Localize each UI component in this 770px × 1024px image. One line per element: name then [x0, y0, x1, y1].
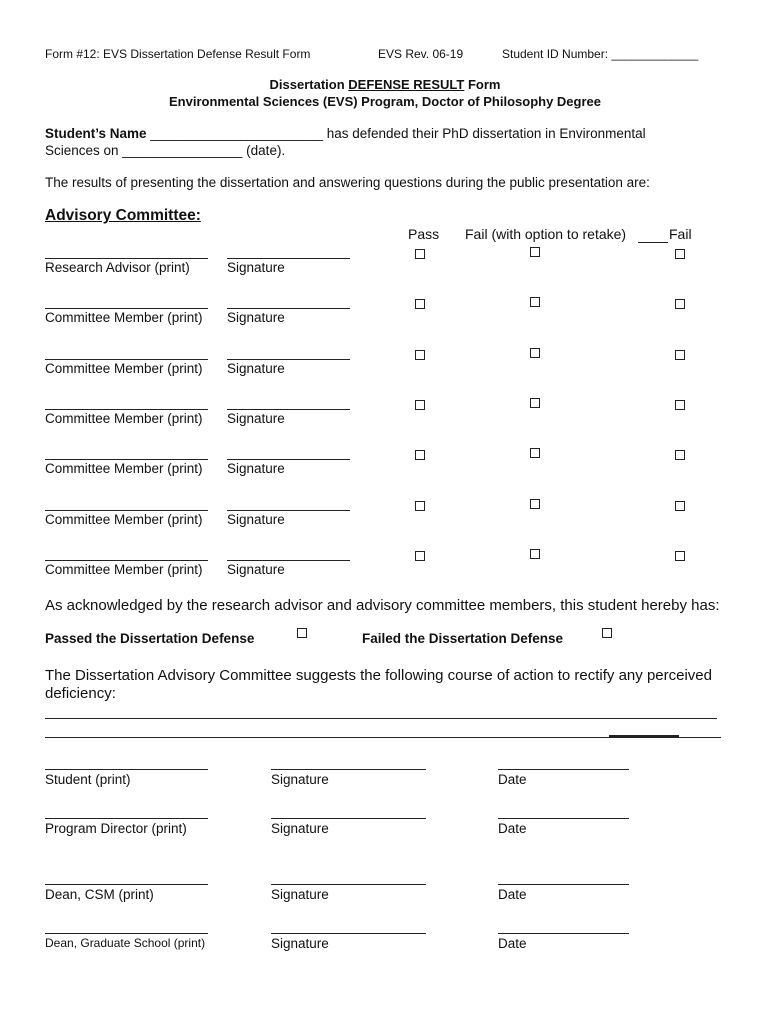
- pass-checkbox[interactable]: [415, 501, 425, 511]
- signoff-role-label: Program Director (print): [45, 821, 187, 836]
- signoff-signature-line[interactable]: [271, 769, 426, 770]
- course-of-action-short-rule: [609, 735, 679, 737]
- pass-checkbox[interactable]: [415, 299, 425, 309]
- fail-checkbox[interactable]: [675, 350, 685, 360]
- title-underlined: DEFENSE RESULT: [348, 77, 465, 92]
- fail-checkbox[interactable]: [675, 551, 685, 561]
- signoff-print-line[interactable]: [45, 818, 208, 819]
- failed-defense-checkbox[interactable]: [602, 628, 612, 638]
- committee-signature-label: Signature: [227, 411, 285, 426]
- signoff-role-label: Dean, CSM (print): [45, 887, 154, 902]
- committee-signature-label: Signature: [227, 310, 285, 325]
- fail-retake-checkbox[interactable]: [530, 448, 540, 458]
- fail-retake-checkbox[interactable]: [530, 247, 540, 257]
- committee-print-label: Committee Member (print): [45, 411, 203, 426]
- title-suffix: Form: [464, 77, 501, 92]
- form-revision: EVS Rev. 06-19: [378, 47, 464, 61]
- signoff-print-line[interactable]: [45, 769, 208, 770]
- course-of-action-writing-line-2[interactable]: [45, 737, 721, 738]
- pass-checkbox[interactable]: [415, 249, 425, 259]
- committee-signature-line[interactable]: [227, 359, 350, 360]
- fail-retake-checkbox[interactable]: [530, 398, 540, 408]
- pass-checkbox[interactable]: [415, 350, 425, 360]
- column-pass: Pass: [408, 226, 440, 242]
- signoff-signature-line[interactable]: [271, 933, 426, 934]
- fail-checkbox[interactable]: [675, 450, 685, 460]
- pass-checkbox[interactable]: [415, 551, 425, 561]
- student-id-field[interactable]: Student ID Number: _____________: [502, 47, 699, 61]
- passed-defense-checkbox[interactable]: [297, 628, 307, 638]
- fail-checkbox[interactable]: [675, 501, 685, 511]
- signoff-print-line[interactable]: [45, 933, 208, 934]
- results-sentence: The results of presenting the dissertation and answering questions during the public presentation are:: [45, 175, 650, 190]
- signoff-signature-label: Signature: [271, 887, 329, 902]
- student-name-rest: _______________________ has defended their PhD dissertation in Environmental: [146, 126, 646, 141]
- passed-defense-label: Passed the Dissertation Defense: [45, 631, 255, 646]
- acknowledgement-sentence: As acknowledged by the research advisor and advisory committee members, this student hereby has:: [45, 597, 720, 614]
- committee-signature-label: Signature: [227, 512, 285, 527]
- committee-print-line[interactable]: [45, 308, 208, 309]
- column-fail: Fail: [669, 226, 692, 242]
- signoff-date-line[interactable]: [498, 884, 629, 885]
- signoff-signature-label: Signature: [271, 772, 329, 787]
- committee-signature-line[interactable]: [227, 308, 350, 309]
- committee-signature-label: Signature: [227, 562, 285, 577]
- committee-print-label: Committee Member (print): [45, 310, 203, 325]
- failed-defense-label: Failed the Dissertation Defense: [362, 631, 564, 646]
- course-of-action-writing-line-1[interactable]: [45, 718, 717, 719]
- title-prefix: Dissertation: [269, 77, 349, 92]
- fail-retake-checkbox[interactable]: [530, 549, 540, 559]
- course-of-action-line1: The Dissertation Advisory Committee suggests the following course of action to rectify any perceived: [45, 667, 712, 684]
- signoff-role-label: Dean, Graduate School (print): [45, 936, 206, 950]
- signoff-date-line[interactable]: [498, 933, 629, 934]
- committee-print-label: Committee Member (print): [45, 512, 203, 527]
- fail-checkbox[interactable]: [675, 400, 685, 410]
- signoff-signature-line[interactable]: [271, 818, 426, 819]
- committee-signature-label: Signature: [227, 461, 285, 476]
- form-name: Form #12: EVS Dissertation Defense Result Form: [45, 47, 311, 61]
- committee-print-line[interactable]: [45, 510, 208, 511]
- form-title: [0, 77, 770, 92]
- committee-signature-label: Signature: [227, 361, 285, 376]
- course-of-action-line2: deficiency:: [45, 685, 116, 702]
- committee-signature-line[interactable]: [227, 459, 350, 460]
- signoff-signature-label: Signature: [271, 821, 329, 836]
- column-header-rule: [638, 242, 668, 243]
- committee-signature-line[interactable]: [227, 258, 350, 259]
- signoff-date-label: Date: [498, 887, 527, 902]
- column-fail-retake: Fail (with option to retake): [465, 226, 627, 242]
- fail-checkbox[interactable]: [675, 249, 685, 259]
- signoff-date-line[interactable]: [498, 769, 629, 770]
- signoff-date-label: Date: [498, 821, 527, 836]
- committee-print-line[interactable]: [45, 459, 208, 460]
- committee-print-line[interactable]: [45, 560, 208, 561]
- student-name-label: Student’s Name: [45, 126, 147, 141]
- form-subtitle: Environmental Sciences (EVS) Program, Doctor of Philosophy Degree: [169, 94, 601, 109]
- fail-retake-checkbox[interactable]: [530, 348, 540, 358]
- committee-signature-line[interactable]: [227, 409, 350, 410]
- committee-print-label: Committee Member (print): [45, 361, 203, 376]
- signoff-date-label: Date: [498, 772, 527, 787]
- signoff-role-label: Student (print): [45, 772, 131, 787]
- signoff-date-label: Date: [498, 936, 527, 951]
- committee-print-line[interactable]: [45, 359, 208, 360]
- committee-print-line[interactable]: [45, 409, 208, 410]
- defense-date-line[interactable]: Sciences on ________________ (date).: [45, 143, 286, 158]
- committee-print-line[interactable]: [45, 258, 208, 259]
- signoff-signature-label: Signature: [271, 936, 329, 951]
- signoff-signature-line[interactable]: [271, 884, 426, 885]
- pass-checkbox[interactable]: [415, 400, 425, 410]
- signoff-date-line[interactable]: [498, 818, 629, 819]
- fail-retake-checkbox[interactable]: [530, 297, 540, 307]
- fail-checkbox[interactable]: [675, 299, 685, 309]
- signoff-print-line[interactable]: [45, 884, 208, 885]
- student-name-line[interactable]: [45, 126, 646, 141]
- committee-signature-line[interactable]: [227, 560, 350, 561]
- committee-print-label: Committee Member (print): [45, 562, 203, 577]
- advisory-committee-heading: Advisory Committee:: [45, 207, 201, 224]
- fail-retake-checkbox[interactable]: [530, 499, 540, 509]
- committee-print-label: Committee Member (print): [45, 461, 203, 476]
- committee-signature-label: Signature: [227, 260, 285, 275]
- committee-signature-line[interactable]: [227, 510, 350, 511]
- committee-print-label: Research Advisor (print): [45, 260, 190, 275]
- pass-checkbox[interactable]: [415, 450, 425, 460]
